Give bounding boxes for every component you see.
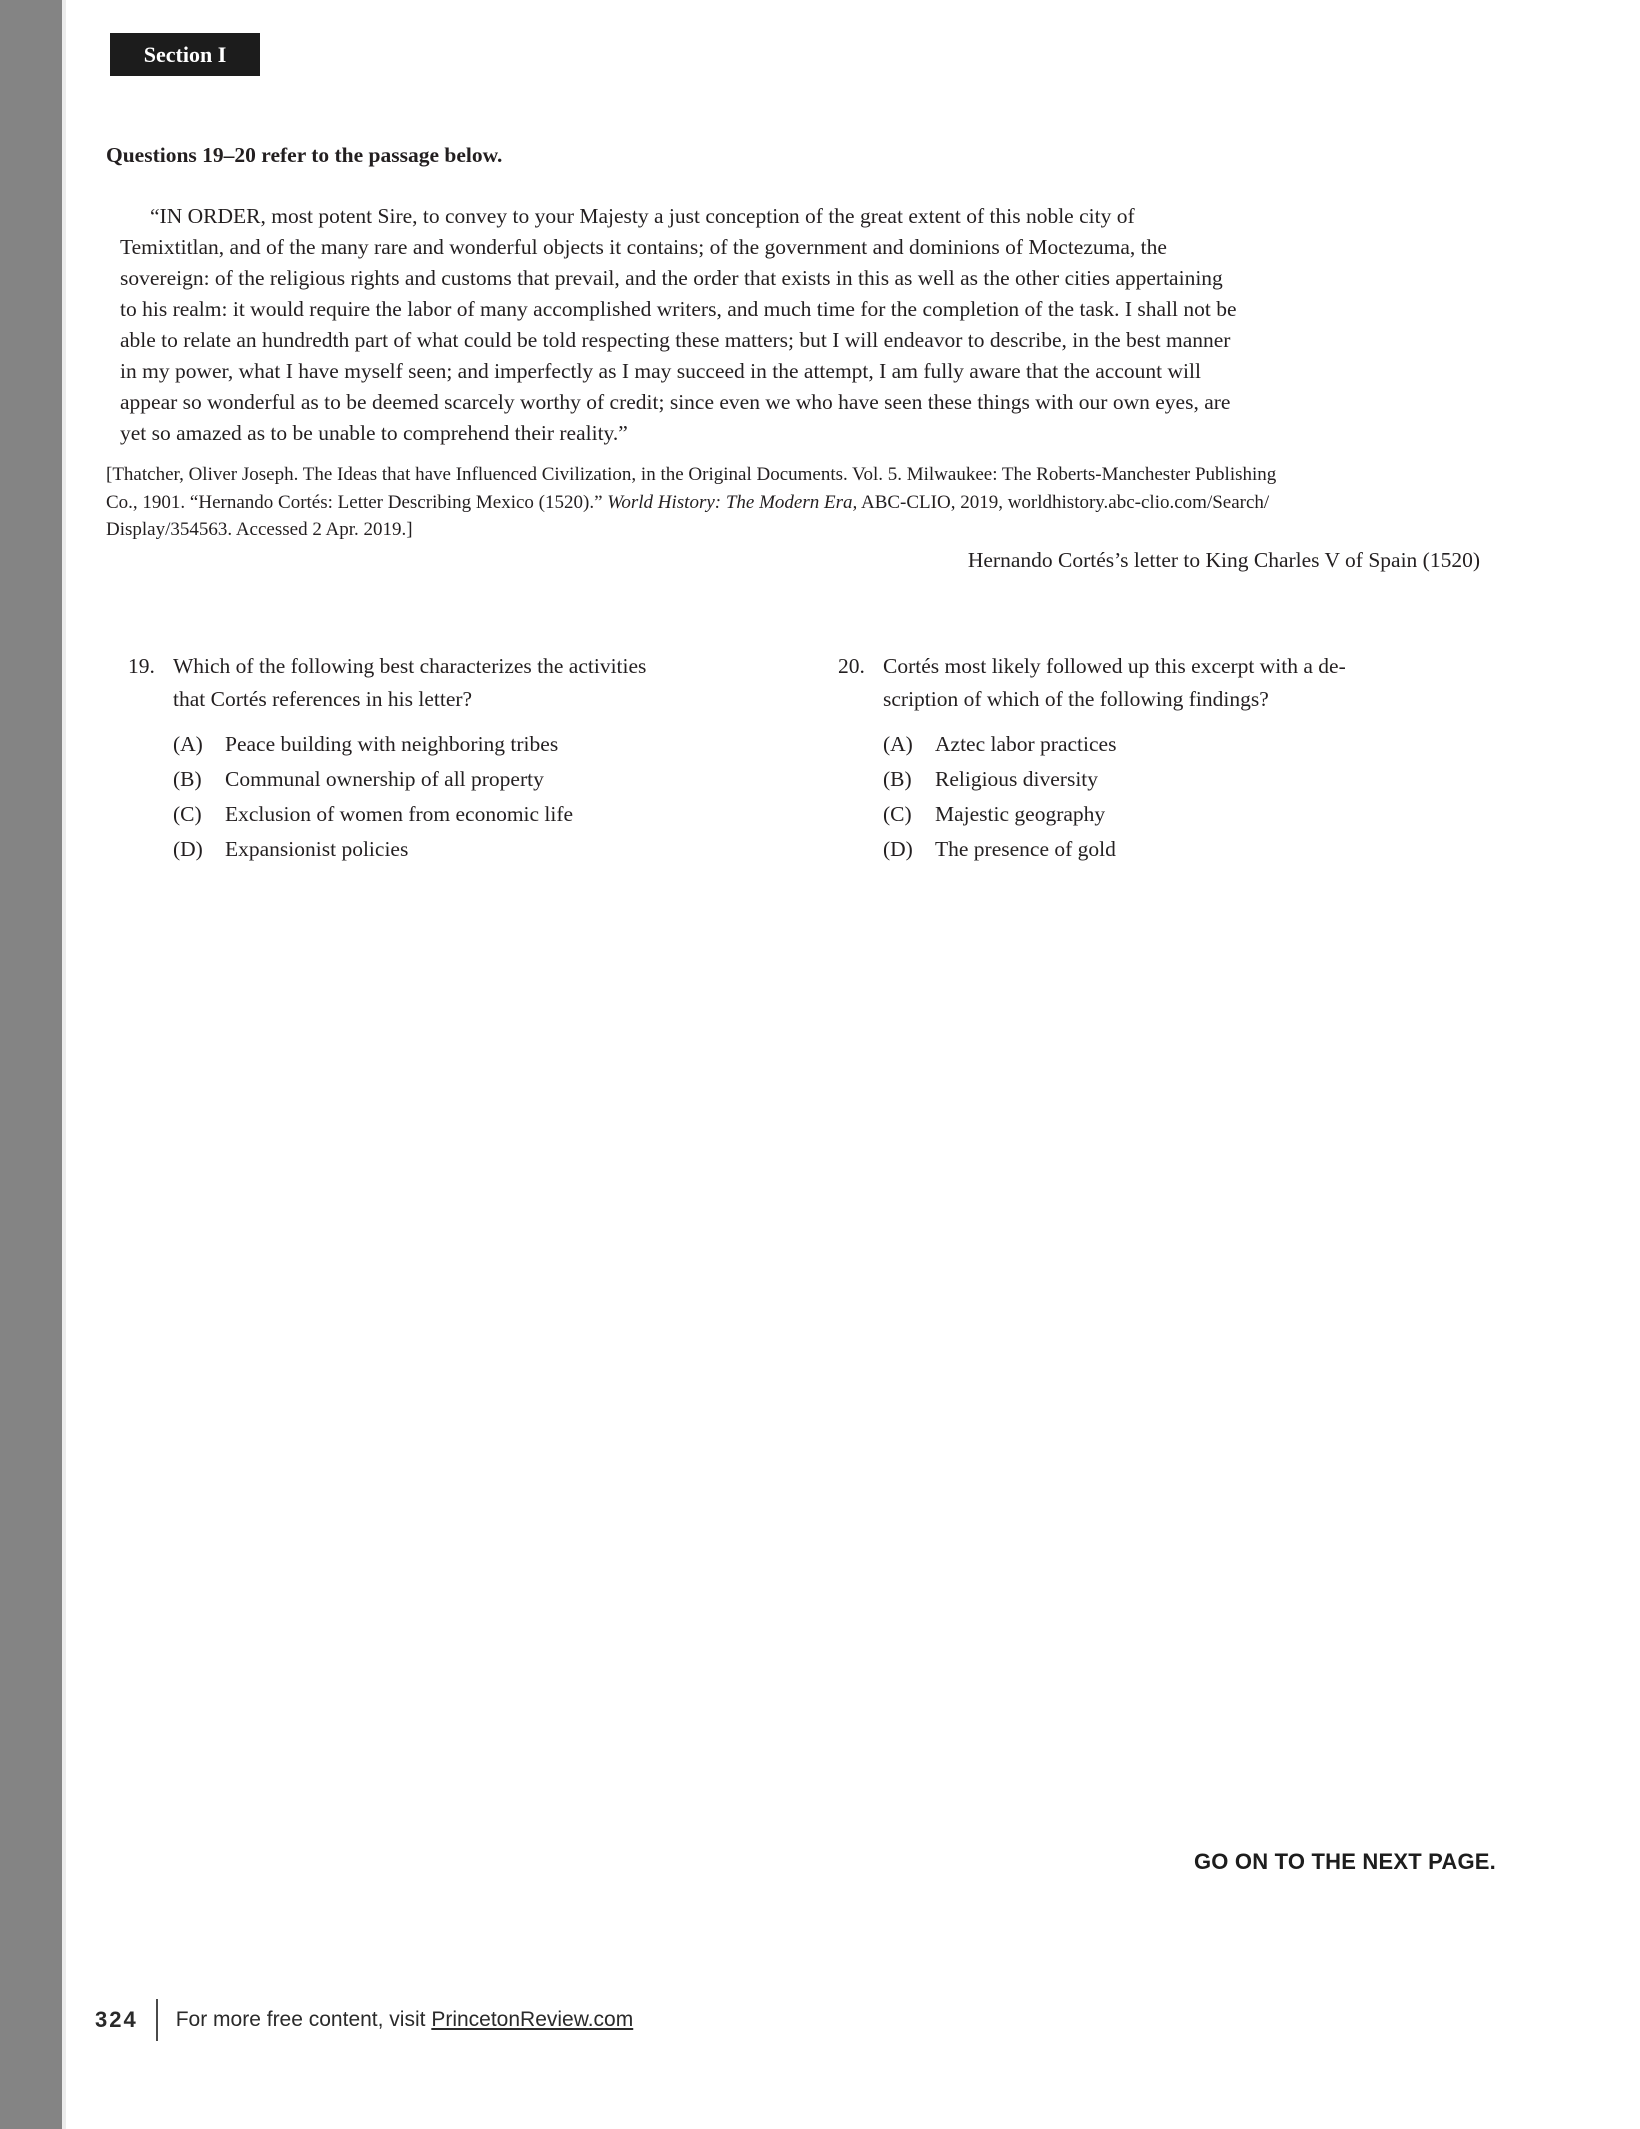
passage-heading: Questions 19–20 refer to the passage below. [106, 143, 503, 167]
passage-line: yet so amazed as to be unable to comprehend their reality.” [120, 421, 628, 445]
go-on-instruction: GO ON TO THE NEXT PAGE. [1193, 1849, 1496, 1874]
section-label: Section I [143, 41, 227, 67]
left-margin-bar [0, 0, 66, 2129]
option-text: The presence of gold [935, 837, 1116, 861]
answer-options [883, 727, 1498, 867]
option-letter: (C) [173, 802, 202, 826]
option-text: Religious diversity [935, 767, 1099, 791]
question-stem [173, 650, 646, 716]
answer-option-c [173, 797, 788, 832]
answer-option-b [883, 762, 1498, 797]
princeton-review-link[interactable]: PrincetonReview.com [431, 2008, 634, 2031]
question-stem-line: that Cortés references in his letter? [173, 687, 473, 711]
option-letter: (C) [883, 802, 912, 826]
citation-line: [Thatcher, Oliver Joseph. The Ideas that have Influenced Civilization, in the Original Documents. Vol. 5. Milwaukee: The Roberts-Manchester Publishing [106, 464, 1277, 485]
passage-line: Temixtitlan, and of the many rare and wonderful objects it contains; of the government and dominions of Moctezuma, the [120, 235, 1167, 259]
source-citation [106, 461, 1276, 544]
option-letter: (D) [173, 837, 203, 861]
option-letter: (D) [883, 837, 913, 861]
option-text: Aztec labor practices [935, 732, 1117, 756]
citation-line [106, 489, 1276, 517]
answer-option-c [883, 797, 1498, 832]
answer-option-d [883, 832, 1498, 867]
footer-prefix: For more free content, visit [175, 2008, 432, 2031]
passage-attribution: Hernando Cortés’s letter to King Charles V of Spain (1520) [967, 548, 1480, 572]
option-text: Expansionist policies [225, 837, 409, 861]
option-letter: (A) [173, 732, 203, 756]
passage-line: able to relate an hundredth part of what could be told respecting these matters; but I will endeavor to describe, in the best manner [120, 328, 1231, 352]
option-letter: (B) [173, 767, 202, 791]
answer-option-b [173, 762, 788, 797]
page-number: 324 [95, 2007, 138, 2032]
section-label-box [110, 33, 260, 76]
question-stem-line: Cortés most likely followed up this excerpt with a de- [883, 654, 1346, 678]
question-19 [128, 650, 788, 867]
option-text: Majestic geography [935, 802, 1106, 826]
question-stem-line: scription of which of the following findings? [883, 687, 1269, 711]
option-letter: (B) [883, 767, 912, 791]
question-stem [883, 650, 1346, 716]
passage-line: in my power, what I have myself seen; and imperfectly as I may succeed in the attempt, I am fully aware that the account will [120, 359, 1201, 383]
footer-text [176, 2008, 634, 2032]
answer-option-d [173, 832, 788, 867]
page-footer [95, 1998, 633, 2042]
answer-option-a [883, 727, 1498, 762]
option-letter: (A) [883, 732, 913, 756]
question-number: 19. [128, 654, 155, 678]
answer-option-a [173, 727, 788, 762]
answer-options [173, 727, 788, 867]
citation-work-title: World History: The Modern Era, [607, 491, 858, 513]
passage-text [120, 201, 1237, 449]
question-number: 20. [838, 654, 865, 678]
question-20 [838, 650, 1498, 867]
citation-segment: ABC-CLIO, 2019, worldhistory.abc-clio.com/Search/ [857, 491, 1270, 513]
passage-line: to his realm: it would require the labor of many accomplished writers, and much time for the completion of the task. I shall not be [120, 297, 1237, 321]
passage-line: appear so wonderful as to be deemed scarcely worthy of credit; since even we who have seen these things with our own eyes, are [120, 390, 1231, 414]
passage-line: “IN ORDER, most potent Sire, to convey to your Majesty a just conception of the great extent of this noble city of [150, 204, 1135, 228]
option-text: Communal ownership of all property [225, 767, 544, 791]
option-text: Exclusion of women from economic life [225, 802, 574, 826]
citation-line: Display/354563. Accessed 2 Apr. 2019.] [106, 519, 413, 540]
footer-divider [156, 1999, 158, 2041]
citation-segment: Co., 1901. “Hernando Cortés: Letter Describing Mexico (1520).” [106, 491, 608, 513]
passage-line: sovereign: of the religious rights and customs that prevail, and the order that exists in this as well as the other cities appertaining [120, 266, 1223, 290]
option-text: Peace building with neighboring tribes [225, 732, 559, 756]
question-stem-line: Which of the following best characterizes the activities [173, 654, 647, 678]
